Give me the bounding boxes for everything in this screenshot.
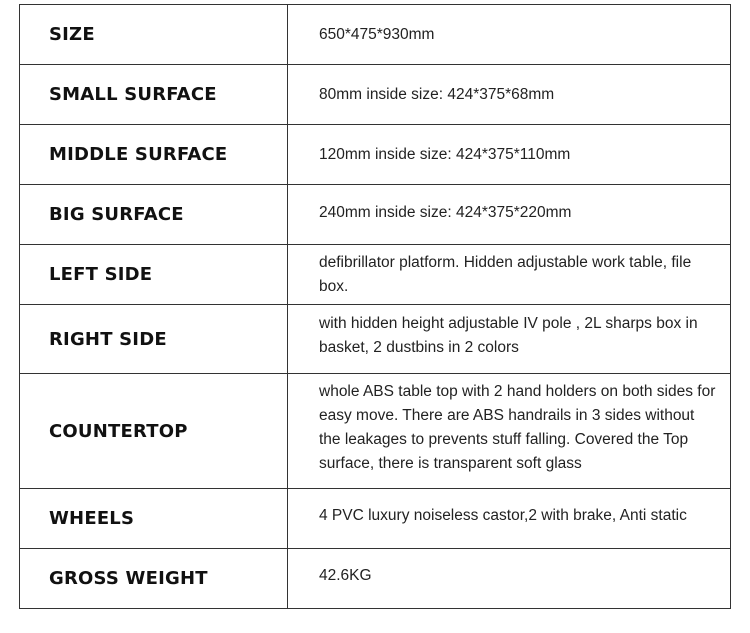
spec-label: BIG SURFACE [20,185,288,245]
table-row [20,489,731,549]
spec-value: with hidden height adjustable IV pole , 2L sharps box in basket, 2 dustbins in 2 colors [288,305,731,374]
spec-label: GROSS WEIGHT [20,549,288,609]
spec-label: LEFT SIDE [20,245,288,305]
spec-value: defibrillator platform. Hidden adjustable work table, file box. [288,245,731,305]
table-row [20,185,731,245]
spec-label: SIZE [20,5,288,65]
spec-value: whole ABS table top with 2 hand holders on both sides for easy move. There are ABS handrails in 3 sides without the leakages to prevents stuff falling. Covered the Top surface, there is transparent soft glass [288,374,731,489]
spec-label: SMALL SURFACE [20,65,288,125]
spec-label: COUNTERTOP [20,374,288,489]
spec-value: 650*475*930mm [288,5,731,65]
table-row [20,5,731,65]
table-row [20,549,731,609]
spec-table [19,4,731,609]
spec-label: RIGHT SIDE [20,305,288,374]
table-row [20,374,731,489]
spec-value: 80mm inside size: 424*375*68mm [288,65,731,125]
spec-value: 120mm inside size: 424*375*110mm [288,125,731,185]
table-row [20,305,731,374]
spec-value: 4 PVC luxury noiseless castor,2 with brake, Anti static [288,489,731,549]
spec-value: 42.6KG [288,549,731,609]
table-row [20,245,731,305]
table-row [20,65,731,125]
spec-value: 240mm inside size: 424*375*220mm [288,185,731,245]
table-row [20,125,731,185]
spec-label: MIDDLE SURFACE [20,125,288,185]
spec-label: WHEELS [20,489,288,549]
